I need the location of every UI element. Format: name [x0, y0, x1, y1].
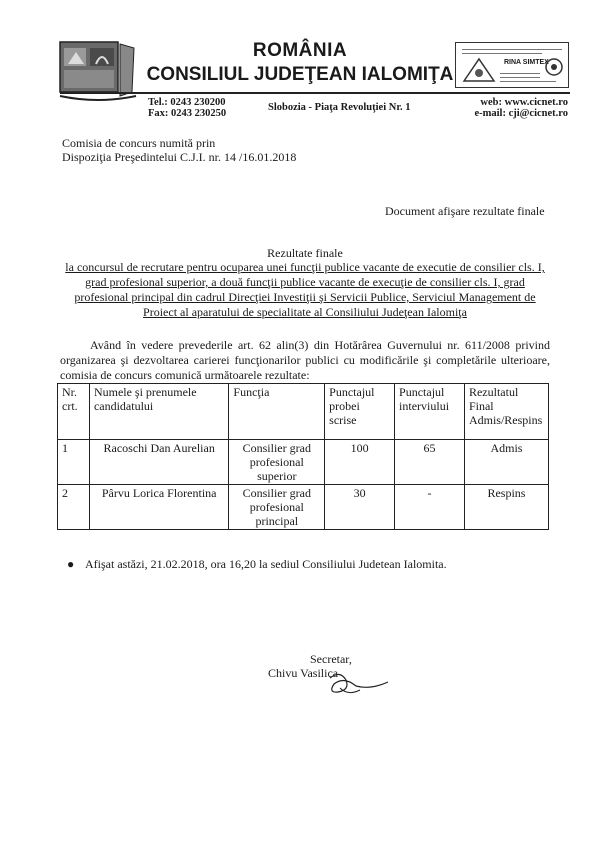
row-interview-score: 65 [395, 440, 465, 485]
row-written-score: 100 [325, 440, 395, 485]
signature-icon [300, 668, 390, 698]
council-name: CONSILIUL JUDEŢEAN IALOMIŢA [146, 64, 454, 85]
document-label: Document afişare rezultate finale [385, 204, 545, 218]
telephone: Tel.: 0243 230200 [148, 97, 226, 108]
certification-brand: RINA SIMTEX [504, 59, 549, 66]
commission-line-1: Comisia de concurs numită prin [62, 136, 216, 150]
results-table [57, 383, 549, 530]
county-coat-of-arms-icon [58, 40, 138, 106]
header-divider [60, 92, 570, 94]
row-function: Consilier grad profesional principal [229, 485, 325, 530]
header-written-score: Punctajul probei scrise [325, 384, 395, 440]
header-nr: Nr. crt. [58, 384, 90, 440]
website-link[interactable]: web: www.cicnet.ro [480, 97, 568, 108]
header-function: Funcţia [229, 384, 325, 440]
quality-mark-icon [462, 57, 496, 83]
row-candidate-name: Pârvu Lorica Florentina [89, 485, 228, 530]
fax: Fax: 0243 230250 [148, 108, 227, 119]
row-final-result: Respins [464, 485, 548, 530]
row-nr: 2 [58, 485, 90, 530]
results-title: Rezultate finale [267, 246, 343, 260]
secretary-name: Chivu Vasilica [268, 666, 339, 680]
table-row [58, 440, 549, 485]
table-header-row [58, 384, 549, 440]
header-interview-score: Punctajul interviului [395, 384, 465, 440]
country-name: ROMÂNIA [252, 40, 348, 61]
header-name: Numele şi prenumele candidatului [89, 384, 228, 440]
bullet-icon: ● [67, 557, 75, 571]
email-link[interactable]: e-mail: cji@cicnet.ro [474, 108, 568, 119]
row-function: Consilier grad profesional superior [229, 440, 325, 485]
row-final-result: Admis [464, 440, 548, 485]
row-nr: 1 [58, 440, 90, 485]
intro-paragraph: Având în vedere prevederile art. 62 alin(3) din Hotărârea Guvernului nr. 611/2008 privind organizarea şi dezvoltarea carierei funcţionarilor publici cu modificările şi completările ulterioare, comisia de concurs comunică următoarele rezultate: [60, 338, 550, 382]
competition-subject: la concursul de recrutare pentru ocuparea unei funcţii publice vacante de executie de consilier cls. I, grad profesional superior, a două funcţii publice vacante de execuţie de consilier cls. I, grad profesional principal din cadrul Direcţiei Investiţii şi Servicii Publice, Serviciul Management de Proiect al aparatului de specialitate al Consiliului Judeţean Ialomiţa [65, 260, 545, 319]
row-candidate-name: Racoschi Dan Aurelian [89, 440, 228, 485]
row-written-score: 30 [325, 485, 395, 530]
row-interview-score: - [395, 485, 465, 530]
secretary-title: Secretar, [310, 652, 352, 666]
address: Slobozia - Piaţa Revoluţiei Nr. 1 [268, 102, 411, 113]
header-final-result: Rezultatul Final Admis/Respins [464, 384, 548, 440]
certification-seal-icon [544, 57, 564, 77]
table-row [58, 485, 549, 530]
posting-notice: Afişat astăzi, 21.02.2018, ora 16,20 la sediul Consiliului Judetean Ialomita. [85, 557, 447, 571]
commission-line-2: Dispoziţia Preşedintelui C.J.I. nr. 14 /16.01.2018 [62, 150, 297, 164]
certification-badge [455, 42, 569, 88]
